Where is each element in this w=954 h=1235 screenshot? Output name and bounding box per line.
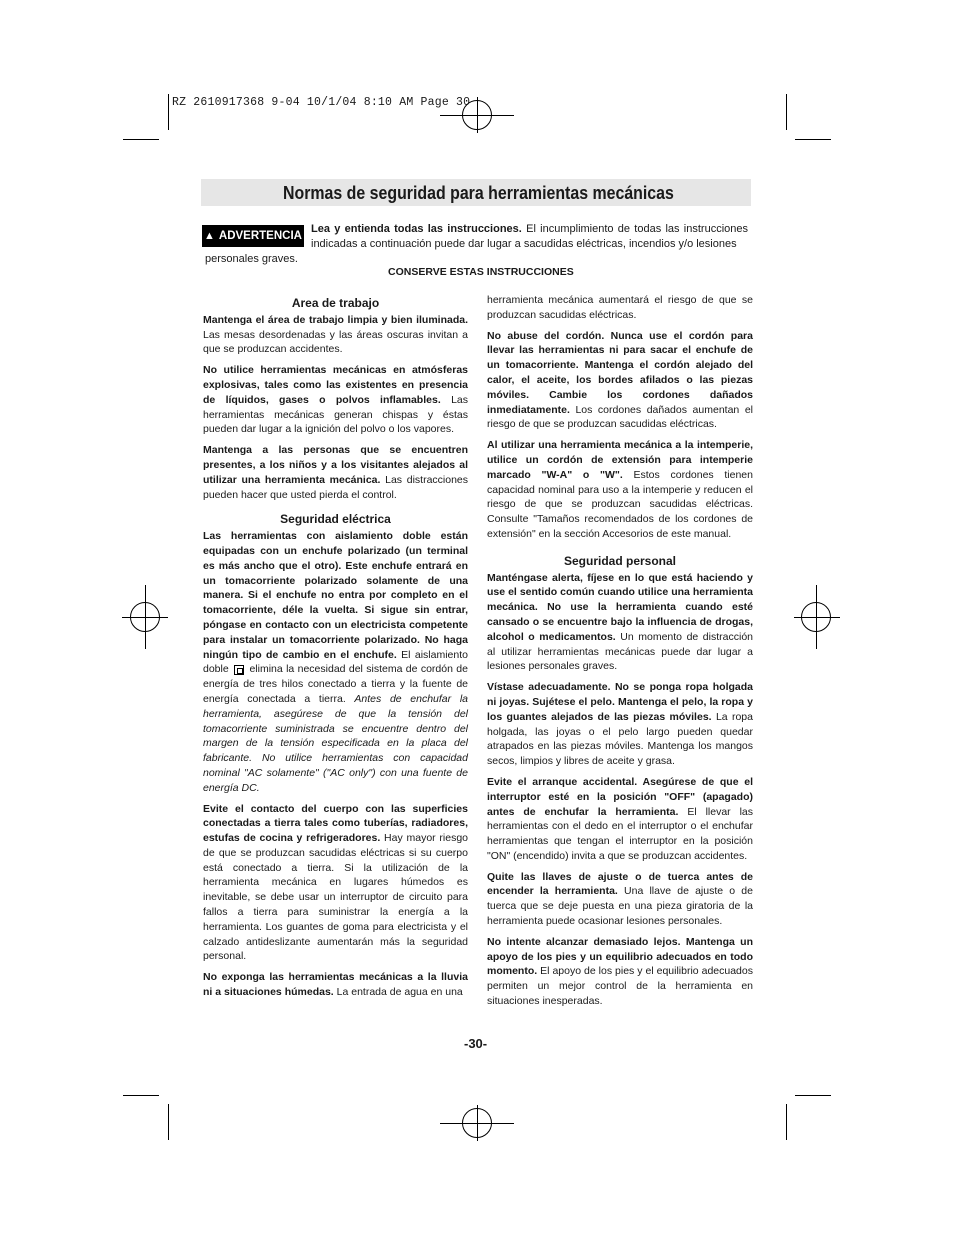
paragraph: Mantenga a las personas que se encuentren presentes, a los niños y a los visitantes alejados al utilizar una herramienta mecánica. Las distracciones pueden hacer que usted pierda el control. (203, 444, 469, 501)
page-title: Normas de seguridad para herramientas mecánicas (283, 182, 674, 203)
conserve-instructions: CONSERVE ESTAS INSTRUCCIONES (388, 266, 574, 278)
crop-mark (168, 1104, 169, 1140)
paragraph: Evite el contacto del cuerpo con las superficies conectadas a tierra tales como tuberías, radiadores, estufas de cocina y refrigeradores. Hay mayor riesgo de que se produzcan sacudidas eléctricas si su cuerpo está conectado a tierra. Si la utilización de la herramienta mecánica en lugares húmedos es inevitable, se debe usar un interruptor de circuito para fallos a tierra para suministrar la energía a la herramienta. Los guantes de goma para electricista y el calzado antideslizante aumentarán más la seguridad personal. (203, 802, 469, 963)
crop-mark (795, 139, 831, 140)
right-column (487, 293, 753, 1015)
section-heading-area: Area de trabajo (291, 296, 380, 310)
warning-text (311, 222, 748, 252)
section-heading-personal: Seguridad personal (563, 553, 677, 568)
crop-mark (123, 139, 159, 140)
paragraph: No intente alcanzar demasiado lejos. Mantenga un apoyo de los pies y un equilibrio adecuados en todo momento. El apoyo de los pies y el equilibrio adecuados permiten un mejor control de la herramienta en situaciones inesperadas. (487, 935, 753, 1008)
paragraph: No exponga las herramientas mecánicas a la lluvia ni a situaciones húmedas. La entrada de agua en una (203, 971, 468, 999)
paragraph: Las herramientas con aislamiento doble están equipadas con un enchufe polarizado (un terminal es más ancho que el otro). Este enchufe entrará en un tomacorriente polarizado solamente de una manera. Si el enchufe no entra por completo en el tomacorriente, déle la vuelta. Si sigue sin entrar, póngase en contacto con un electricista competente para instalar un tomacorriente polarizado. No haga ningún tipo de cambio en el enchufe. El aislamiento doble elimina la necesidad del sistema de cordón de energía de tres hilos conectado a tierra y la fuente de energía conectada a tierra. Antes de enchufar la herramienta, asegúrese de que la tensión del tomacorriente suministrada se encuentre dentro del margen de la tensión especificada en la placa del fabricante. No utilice herramientas con capacidad nominal "AC solamente" ("AC only") con una fuente de energía DC. (203, 530, 468, 794)
crop-mark (123, 1095, 159, 1096)
paragraph: herramienta mecánica aumentará el riesgo de que se produzcan sacudidas eléctricas. (487, 294, 753, 321)
warning-body: El incumplimiento de todas las instrucciones indicadas a continuación puede dar lugar a sacudidas eléctricas, incendios y/o lesiones (311, 223, 749, 250)
paragraph: Al utilizar una herramienta mecánica a la intemperie, utilice un cordón de extensión para intemperie marcado "W-A" o "W". Estos cordones tienen capacidad nominal para uso a la intemperie y reducen el riesgo de que se produzcan sacudidas eléctricas. Consulte "Tamaños recomendados de los cordones de extensión" en la sección Accesorios de este manual. (487, 439, 753, 540)
warning-badge (202, 225, 304, 247)
paragraph: No utilice herramientas mecánicas en atmósferas explosivas, tales como las existentes en presencia de líquidos, gases o polvos inflamables. Las herramientas mecánicas generan chispas y éstas pueden dar lugar a la ignición del polvo o los vapores. (203, 364, 468, 436)
paragraph: Mantenga el área de trabajo limpia y bien iluminada. Las mesas desordenadas y las áreas oscuras invitan a que se produzcan accidentes. (203, 313, 468, 356)
warning-tail: personales graves. (205, 253, 298, 265)
crop-mark (168, 94, 169, 130)
left-column (203, 294, 468, 1006)
paragraph: No abuse del cordón. Nunca use el cordón para llevar las herramientas ni para sacar el enchufe de un tomacorriente. Mantenga el cordón alejado del calor, el aceite, los bordes afilados o las piezas móviles. Cambie los cordones dañados inmediatamente. Los cordones dañados aumentan el riesgo de que se produzcan sacudidas eléctricas. (487, 329, 753, 431)
double-insulation-icon (234, 665, 244, 675)
section-heading-electric: Seguridad eléctrica (280, 512, 391, 527)
paragraph: Evite el arranque accidental. Asegúrese de que el interruptor esté en la posición "OFF" (apagado) antes de enchufar la herramienta. El llevar las herramientas con el dedo en el interruptor o el enchufar herramientas que tengan el interruptor en la posición "ON" (encendido) invita a que se produzcan accidentes. (487, 775, 754, 862)
page-number: -30- (464, 1036, 488, 1051)
paragraph: Manténgase alerta, fíjese en lo que está haciendo y use el sentido común cuando utilice una herramienta mecánica. No use la herramienta cuando esté cansado o se encuentre bajo la influencia de drogas, alcohol o medicamentos. Un momento de distracción al utilizar herramientas mecánicas puede dar lugar a lesiones personales graves. (487, 571, 753, 673)
crop-mark (795, 1095, 831, 1096)
warning-triangle-icon: ▲ (204, 229, 215, 242)
paragraph: Quite las llaves de ajuste o de tuerca antes de encender la herramienta. Una llave de ajuste o de tuerca que se deje puesta en una pieza giratoria de la herramienta puede ocasionar lesiones personales. (487, 870, 753, 928)
warning-badge-label: ADVERTENCIA (218, 230, 302, 242)
crop-mark (786, 1104, 787, 1140)
crop-mark (786, 94, 787, 130)
warning-lead: Lea y entienda todas las instrucciones. (311, 223, 522, 235)
print-slug: RZ 2610917368 9-04 10/1/04 8:10 AM Page 30 (172, 96, 471, 109)
paragraph: Vístase adecuadamente. No se ponga ropa holgada ni joyas. Sujétese el pelo. Mantenga el pelo, la ropa y los guantes alejados de las piezas móviles. La ropa holgada, las joyas o el pelo largo pueden quedar atrapados en las piezas móviles. Mantenga los mangos secos, limpios y libres de aceite y grasa. (487, 681, 753, 768)
